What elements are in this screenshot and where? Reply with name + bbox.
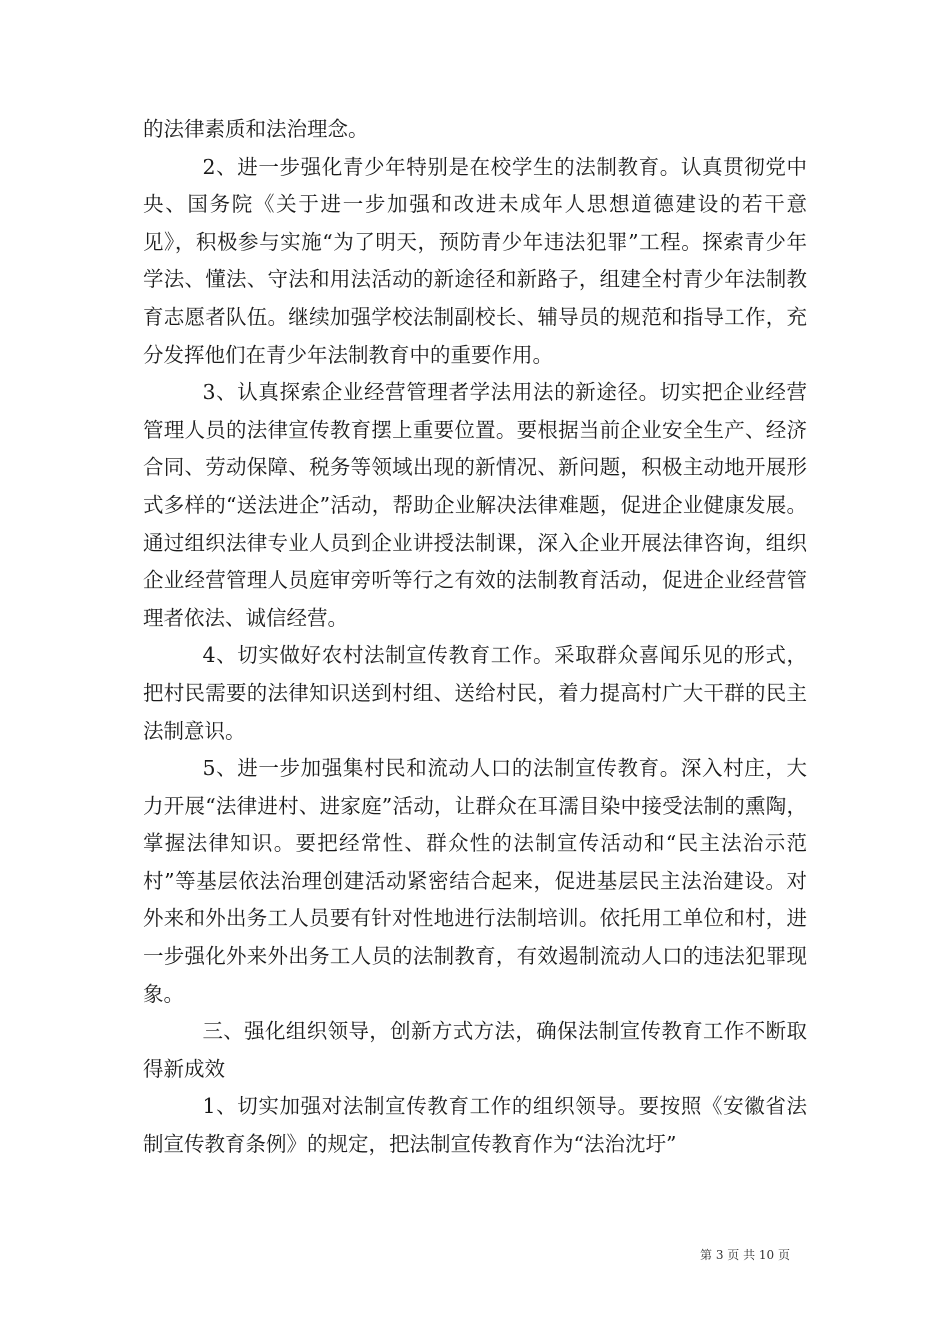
page-number-footer: 第 3 页 共 10 页 <box>700 1248 790 1262</box>
paragraph-item-2-youth-education: 2、进一步强化青少年特别是在校学生的法制教育。认真贯彻党中央、国务院《关于进一步加强和改进未成年人思想道德建设的若干意见》，积极参与实施“为了明天，预防青少年违法犯罪”工程。探索青少年学法、懂法、守法和用法活动的新途径和新路子，组建全村青少年法制教育志愿者队伍。继续加强学校法制副校长、辅导员的规范和指导工作，充分发挥他们在青少年法制教育中的重要作用。 <box>143 154 807 367</box>
document-body <box>143 111 807 1164</box>
paragraph-item-4-rural-education: 4、切实做好农村法制宣传教育工作。采取群众喜闻乐见的形式，把村民需要的法律知识送到村组、送给村民，着力提高村广大干群的民主法制意识。 <box>143 643 807 743</box>
paragraph-continuation: 的法律素质和法治理念。 <box>143 117 369 141</box>
section-heading-3: 三、强化组织领导，创新方式方法，确保法制宣传教育工作不断取得新成效 <box>143 1019 807 1081</box>
paragraph-item-5-migrant-population: 5、进一步加强集村民和流动人口的法制宣传教育。深入村庄，大力开展“法律进村、进家庭”活动，让群众在耳濡目染中接受法制的熏陶，掌握法律知识。要把经常性、群众性的法制宣传活动和“民主法治示范村”等基层依法治理创建活动紧密结合起来，促进基层民主法治建设。对外来和外出务工人员要有针对性地进行法制培训。依托用工单位和村，进一步强化外来外出务工人员的法制教育，有效遏制流动人口的违法犯罪现象。 <box>143 756 807 1006</box>
paragraph-item-3-enterprise-managers: 3、认真探索企业经营管理者学法用法的新途径。切实把企业经营管理人员的法律宣传教育摆上重要位置。要根据当前企业安全生产、经济合同、劳动保障、税务等领域出现的新情况、新问题，积极主动地开展形式多样的“送法进企”活动，帮助企业解决法律难题，促进企业健康发展。通过组织法律专业人员到企业讲授法制课，深入企业开展法律咨询，组织企业经营管理人员庭审旁听等行之有效的法制教育活动，促进企业经营管理者依法、诚信经营。 <box>143 380 807 630</box>
paragraph-item-1-organization-leadership: 1、切实加强对法制宣传教育工作的组织领导。要按照《安徽省法制宣传教育条例》的规定，把法制宣传教育作为“法治沈圩” <box>143 1094 807 1157</box>
